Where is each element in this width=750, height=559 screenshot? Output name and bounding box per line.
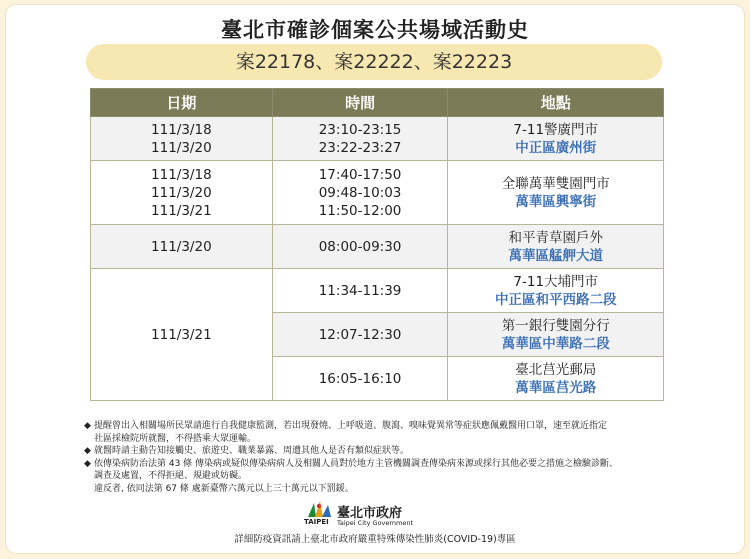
notice-line: 調查及處置，不得拒絕、規避或妨礙。: [94, 471, 248, 482]
taipei-city-logo-icon: [304, 500, 334, 518]
header-time: 時間: [272, 89, 448, 117]
table-row: [91, 269, 664, 313]
date-text: 111/3/21: [151, 326, 212, 343]
time-cell: [272, 357, 448, 401]
place-district: 中正區廣州街: [515, 139, 597, 156]
date-text: 111/3/20: [151, 184, 212, 201]
time-text: 08:00-09:30: [318, 238, 402, 255]
place-name: 7-11警廣門市: [513, 121, 599, 138]
time-cell: [272, 117, 448, 161]
time-text: 23:10-23:15: [318, 121, 402, 138]
header-place: 地點: [448, 89, 664, 117]
notice-item: [84, 445, 724, 458]
time-text: 11:34-11:39: [318, 282, 402, 299]
table-row: [91, 225, 664, 269]
time-cell: [272, 269, 448, 313]
notice-line: 就醫時請主動告知接觸史、旅遊史、職業暴露、周遭其他人是否有類似症狀等。: [94, 446, 410, 457]
date-text: 111/3/18: [151, 166, 212, 183]
activity-table: [90, 88, 664, 401]
time-cell: [272, 313, 448, 357]
place-name: 臺北莒光郵局: [515, 361, 597, 378]
place-cell: [448, 313, 664, 357]
date-text: 111/3/20: [151, 139, 212, 156]
place-cell: [448, 225, 664, 269]
notice-line: 依傳染病防治法第 43 條 傳染病或疑似傳染病病人及相關人員對於地方主管機關調查傳染病來源或採行其他必要之措施之檢驗診斷、: [94, 458, 619, 469]
place-district: 中正區和平西路二段: [494, 291, 617, 308]
place-name: 和平青草園戶外: [508, 229, 603, 246]
time-text: 11:50-12:00: [318, 202, 402, 219]
place-district: 萬華區中華路二段: [501, 335, 610, 352]
time-text: 23:22-23:27: [318, 139, 402, 156]
time-cell: [272, 161, 448, 225]
header-date: 日期: [91, 89, 273, 117]
place-cell: [448, 161, 664, 225]
time-text: 09:48-10:03: [318, 184, 402, 201]
date-cell: [91, 161, 273, 225]
notice-list: [84, 420, 724, 496]
notice-line: 違反者, 依同法第 67 條 處新臺幣六萬元以上三十萬元以下罰鍰。: [94, 483, 354, 494]
time-text: 16:05-16:10: [318, 370, 402, 387]
place-cell: [448, 357, 664, 401]
notice-item: [84, 483, 724, 496]
table-row: [91, 161, 664, 225]
date-cell: [91, 269, 273, 401]
date-cell: [91, 117, 273, 161]
place-district: 萬華區興寧街: [515, 193, 597, 210]
logo-name-chinese: 臺北市政府: [337, 506, 403, 521]
page-title: 臺北市確診個案公共場域活動史: [221, 18, 529, 42]
place-district: 萬華區艋舺大道: [508, 247, 603, 264]
notice-item: [84, 420, 724, 445]
place-cell: [448, 269, 664, 313]
table-header-row: [91, 89, 664, 117]
place-name: 第一銀行雙園分行: [501, 317, 610, 334]
notice-line: 提醒曾出入相關場所民眾請進行自我健康監測，若出現發燒、上呼吸道、腹瀉、嗅味覺異常等症狀應佩戴醫用口罩，速至就近指定: [94, 421, 608, 431]
place-cell: [448, 117, 664, 161]
taipei-city-government-logo: [304, 500, 454, 530]
diamond-bullet-icon: ◆: [84, 421, 91, 431]
notice-item: [84, 458, 724, 483]
logo-name-english: Taipei City Government: [337, 519, 414, 527]
place-name: 7-11大埔門市: [513, 273, 599, 290]
place-name: 全聯萬華雙園門市: [501, 175, 610, 192]
diamond-bullet-icon: ◆: [84, 446, 91, 457]
logo-taipei-text: TAIPEI: [304, 518, 329, 526]
place-district: 萬華區莒光路: [515, 379, 597, 396]
time-text: 12:07-12:30: [318, 326, 402, 343]
date-cell: [91, 225, 273, 269]
table-row: [91, 117, 664, 161]
date-text: 111/3/18: [151, 121, 212, 138]
time-cell: [272, 225, 448, 269]
notice-line: 社區採檢院所就醫，不得搭乘大眾運輸。: [94, 433, 257, 444]
date-text: 111/3/20: [151, 238, 212, 255]
time-text: 17:40-17:50: [318, 166, 402, 183]
footer-info: 詳細防疫資訊請上臺北市政府嚴重特殊傳染性肺炎(COVID-19)專區: [234, 534, 516, 545]
date-text: 111/3/21: [151, 202, 212, 219]
case-ids: 案22178、案22222、案22223: [235, 51, 513, 73]
case-ids-banner: [86, 44, 662, 80]
diamond-bullet-icon: ◆: [84, 458, 91, 469]
